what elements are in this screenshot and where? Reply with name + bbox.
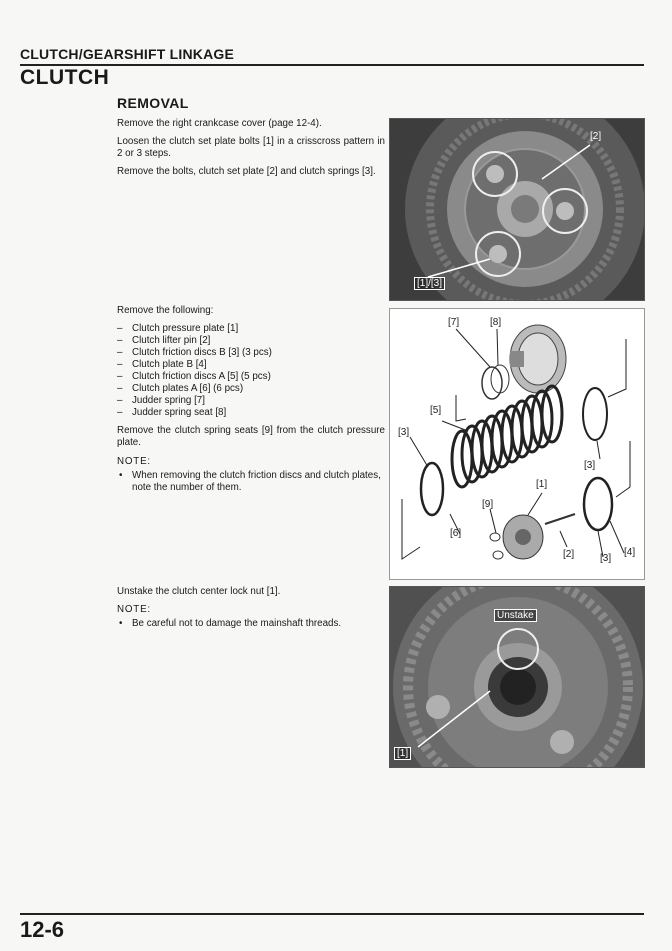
page-number: 12-6 bbox=[20, 917, 65, 942]
label-set-plate: [2] bbox=[590, 131, 602, 142]
label-unstake: Unstake bbox=[494, 609, 537, 622]
label-bolts-springs: [1]/[3] bbox=[414, 277, 445, 290]
step-remove-seats: Remove the clutch spring seats [9] from the clutch pressure plate. bbox=[117, 425, 385, 448]
note-bullet bbox=[117, 618, 385, 630]
page-title: CLUTCH bbox=[20, 66, 110, 89]
diagram-label: [3] bbox=[600, 553, 612, 564]
header-rule bbox=[20, 64, 644, 66]
note-text: When removing the clutch friction discs and clutch plates, note the number of them. bbox=[132, 470, 381, 493]
list-item: – Clutch friction discs B [3] (3 pcs) bbox=[117, 347, 385, 359]
list-item: – Clutch lifter pin [2] bbox=[117, 335, 385, 347]
diagram-label: [1] bbox=[536, 479, 548, 490]
bullet-dot: • bbox=[119, 618, 123, 629]
list-item: – Judder spring [7] bbox=[117, 395, 385, 407]
step-loosen-bolts: Loosen the clutch set plate bolts [1] in a crisscross pattern in 2 or 3 steps. bbox=[117, 136, 385, 159]
list-item: – Judder spring seat [8] bbox=[117, 407, 385, 419]
step-unstake-nut: Unstake the clutch center lock nut [1]. bbox=[117, 586, 281, 597]
diagram-label: [2] bbox=[563, 549, 575, 560]
clutch-plate-illustration bbox=[390, 119, 644, 300]
label-lock-nut: [1] bbox=[394, 747, 411, 760]
note-bullet bbox=[117, 470, 385, 494]
list-item: – Clutch friction discs A [5] (5 pcs) bbox=[117, 371, 385, 383]
list-item: – Clutch plates A [6] (6 pcs) bbox=[117, 383, 385, 395]
diagram-label: [3] bbox=[398, 427, 410, 438]
footer-rule bbox=[20, 913, 644, 915]
diagram-label: [4] bbox=[624, 547, 636, 558]
step-remove-plate: Remove the bolts, clutch set plate [2] and clutch springs [3]. bbox=[117, 166, 376, 177]
lock-nut-photo bbox=[389, 586, 645, 768]
step-remove-following: Remove the following: bbox=[117, 305, 214, 316]
diagram-label: [5] bbox=[430, 405, 442, 416]
diagram-label: [6] bbox=[450, 528, 462, 539]
note-heading: NOTE: bbox=[117, 604, 151, 615]
note-heading: NOTE: bbox=[117, 456, 151, 467]
diagram-label: [7] bbox=[448, 317, 460, 328]
exploded-parts-illustration bbox=[390, 309, 644, 579]
parts-list bbox=[117, 323, 385, 419]
bullet-dot: • bbox=[119, 470, 123, 481]
diagram-label: [9] bbox=[482, 499, 494, 510]
clutch-exploded-diagram bbox=[389, 308, 645, 580]
list-item: – Clutch pressure plate [1] bbox=[117, 323, 385, 335]
removal-heading: REMOVAL bbox=[117, 95, 189, 111]
step-remove-cover: Remove the right crankcase cover (page 12-4). bbox=[117, 118, 322, 129]
list-item: – Clutch plate B [4] bbox=[117, 359, 385, 371]
clutch-plate-photo bbox=[389, 118, 645, 301]
diagram-label: [3] bbox=[584, 460, 596, 471]
note-text: Be careful not to damage the mainshaft threads. bbox=[132, 618, 342, 629]
diagram-label: [8] bbox=[490, 317, 502, 328]
section-header: CLUTCH/GEARSHIFT LINKAGE bbox=[20, 46, 235, 62]
